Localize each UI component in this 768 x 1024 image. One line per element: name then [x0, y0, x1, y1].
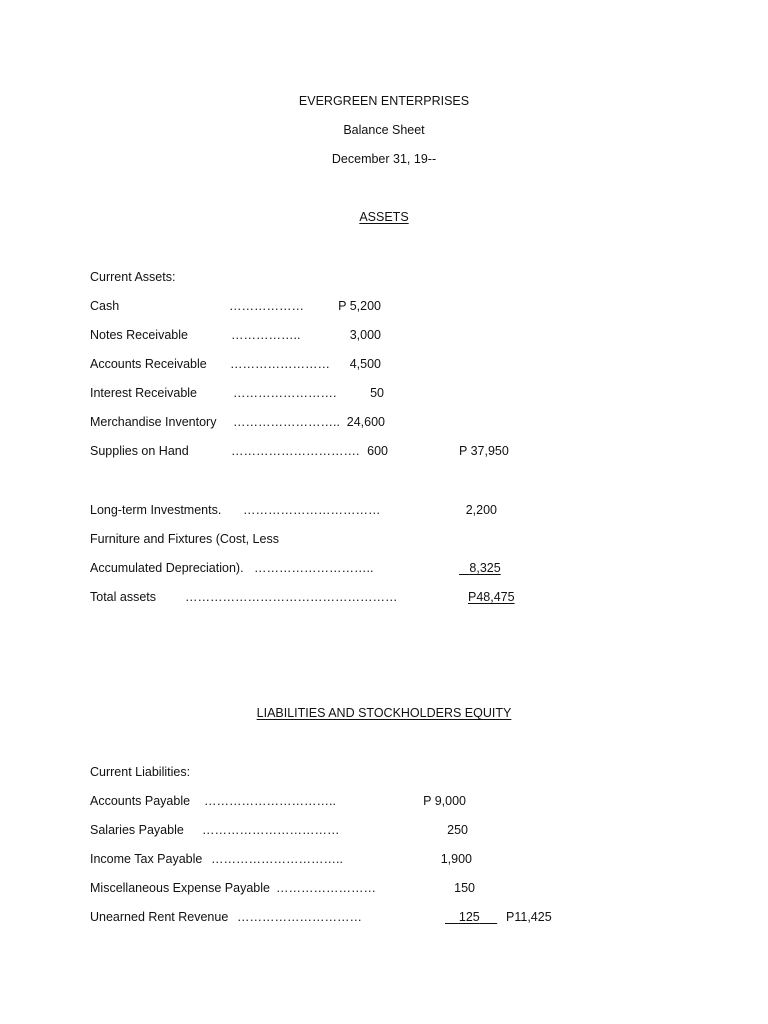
accumulated-depreciation-leader: ………………………..	[254, 561, 374, 575]
merchandise-inventory-leader: ……………………..	[233, 415, 340, 429]
total-assets-label: Total assets	[90, 590, 157, 604]
statement-title: Balance Sheet	[343, 123, 425, 137]
long-term-investments-amount: 2,200	[465, 503, 497, 517]
income-tax-payable-amount: 1,900	[440, 852, 472, 866]
accounts-receivable-leader: ……………………	[230, 357, 330, 371]
merchandise-inventory-label: Merchandise Inventory	[90, 415, 217, 429]
accounts-payable-leader: …………………………..	[204, 794, 336, 808]
unearned-rent-revenue-amount-text	[445, 910, 497, 924]
furniture-fixtures-label: Furniture and Fixtures (Cost, Less	[90, 532, 279, 546]
long-term-investments-label: Long-term Investments.	[90, 503, 222, 517]
assets-heading	[0, 210, 768, 224]
supplies-on-hand-amount: 600	[367, 444, 388, 458]
salaries-payable-amount: 250	[447, 823, 468, 837]
total-assets-amount	[468, 589, 515, 605]
salaries-payable-label: Salaries Payable	[90, 823, 184, 837]
assets-heading-text: ASSETS	[359, 210, 409, 224]
notes-receivable-amount: 3,000	[349, 328, 381, 342]
statement-date: December 31, 19--	[331, 152, 437, 166]
furniture-fixtures-amount-value: 8,325	[469, 561, 501, 575]
liabilities-heading	[0, 706, 768, 720]
merchandise-inventory-amount: 24,600	[346, 415, 385, 429]
total-assets-amount-text: P48,475	[468, 590, 515, 604]
salaries-payable-leader: ……………………………	[202, 823, 340, 837]
accounts-payable-label: Accounts Payable	[90, 794, 191, 808]
notes-receivable-label: Notes Receivable	[90, 328, 188, 342]
unearned-rent-revenue-label: Unearned Rent Revenue	[90, 910, 229, 924]
furniture-fixtures-amount-text	[459, 561, 501, 575]
income-tax-payable-label: Income Tax Payable	[90, 852, 203, 866]
supplies-on-hand-leader: ………………………….	[231, 444, 360, 458]
misc-expense-payable-amount: 150	[454, 881, 475, 895]
interest-receivable-amount: 50	[370, 386, 384, 400]
misc-expense-payable-leader: ……………………	[276, 881, 376, 895]
income-tax-payable-leader: …………………………..	[211, 852, 343, 866]
unearned-rent-revenue-amount-value: 125	[458, 910, 480, 924]
current-assets-total: P 37,950	[459, 444, 509, 458]
supplies-on-hand-label: Supplies on Hand	[90, 444, 189, 458]
notes-receivable-leader: ……………..	[231, 328, 301, 342]
unearned-rent-revenue-leader: …………………………	[237, 910, 362, 924]
liabilities-heading-text: LIABILITIES AND STOCKHOLDERS EQUITY	[256, 706, 512, 720]
total-assets-leader: ……………………………………………	[185, 590, 398, 604]
cash-amount: P 5,200	[338, 299, 381, 313]
cash-label: Cash	[90, 299, 120, 313]
accounts-payable-amount: P 9,000	[423, 794, 466, 808]
accounts-receivable-amount: 4,500	[349, 357, 381, 371]
misc-expense-payable-label: Miscellaneous Expense Payable	[90, 881, 270, 895]
current-liabilities-total: P11,425	[506, 910, 552, 924]
cash-leader: ………………	[229, 299, 304, 313]
furniture-fixtures-amount	[459, 560, 501, 576]
interest-receivable-leader: …………………….	[233, 386, 337, 400]
long-term-investments-leader: ……………………………	[243, 503, 381, 517]
current-liabilities-heading: Current Liabilities:	[90, 765, 191, 779]
company-name: EVERGREEN ENTERPRISES	[298, 94, 470, 108]
accumulated-depreciation-label: Accumulated Depreciation).	[90, 561, 244, 575]
accounts-receivable-label: Accounts Receivable	[90, 357, 207, 371]
current-assets-heading: Current Assets:	[90, 270, 176, 284]
unearned-rent-revenue-amount	[445, 909, 497, 925]
interest-receivable-label: Interest Receivable	[90, 386, 198, 400]
